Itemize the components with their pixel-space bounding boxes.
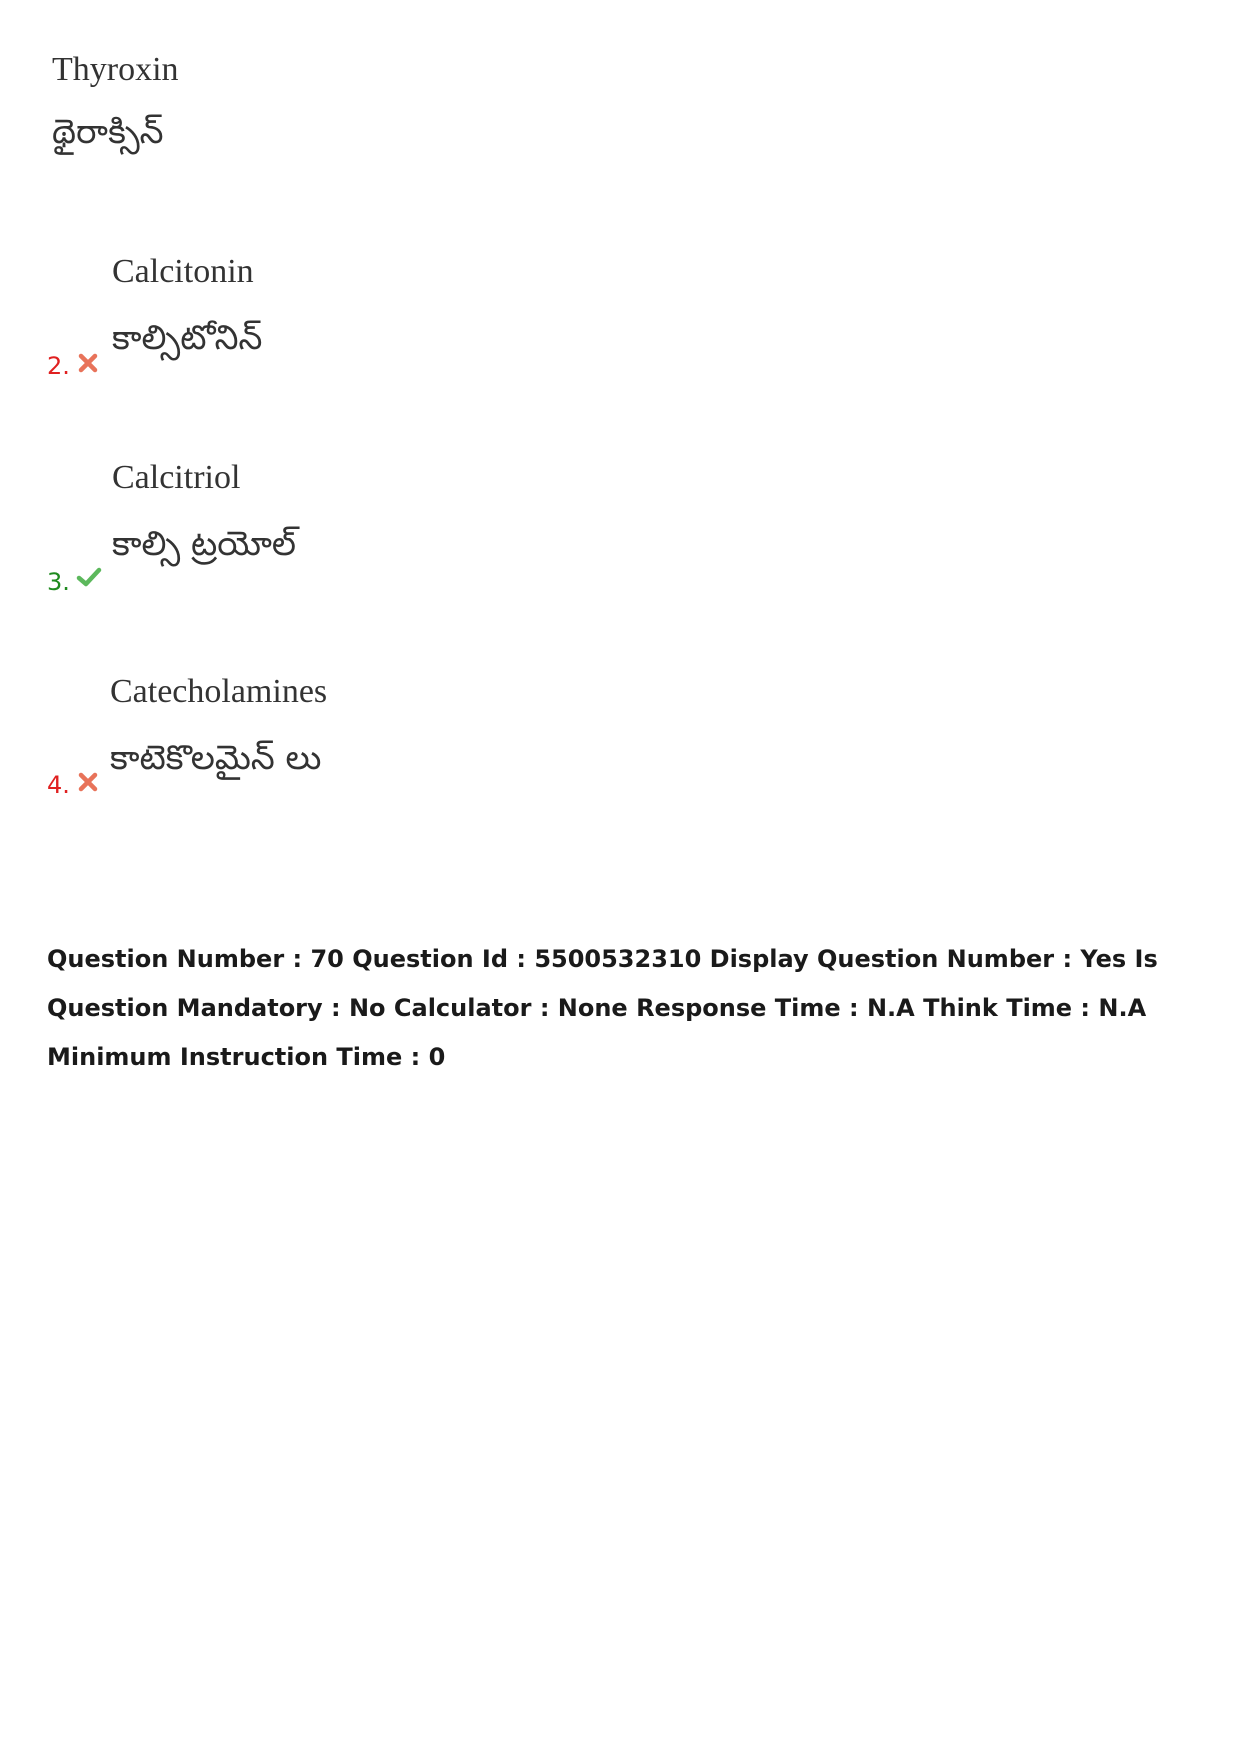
option-4-english: Catecholamines [110, 673, 328, 710]
option-1-english: Thyroxin [52, 51, 179, 88]
option-2-english: Calcitonin [112, 253, 254, 290]
option-2-number: 2. [47, 352, 70, 380]
question-metadata: Question Number : 70 Question Id : 5500532310 Display Question Number : Yes Is Question Mandatory : No Calculator : None Response Time : N.A Think Time : N.A Minimum Instruction Time : 0 [47, 945, 1158, 1071]
option-4-image [110, 672, 327, 780]
option-1-telugu: థైరాక్సిన్ [52, 112, 164, 152]
option-1-image [52, 50, 179, 154]
option-4-number: 4. [47, 771, 70, 799]
option-3-image [112, 458, 296, 566]
option-3-telugu: కాల్సి ట్రయోల్ [112, 524, 297, 564]
option-2-telugu: కాల్సిటోనిన్ [112, 318, 263, 358]
option-3-english: Calcitriol [112, 459, 241, 496]
cross-icon [77, 352, 99, 374]
cross-icon [77, 771, 99, 793]
check-icon [76, 566, 102, 588]
option-4-telugu: కాటెకొలమైన్ లు [110, 738, 322, 778]
option-2-image [112, 252, 262, 360]
option-3-number: 3. [47, 568, 70, 596]
